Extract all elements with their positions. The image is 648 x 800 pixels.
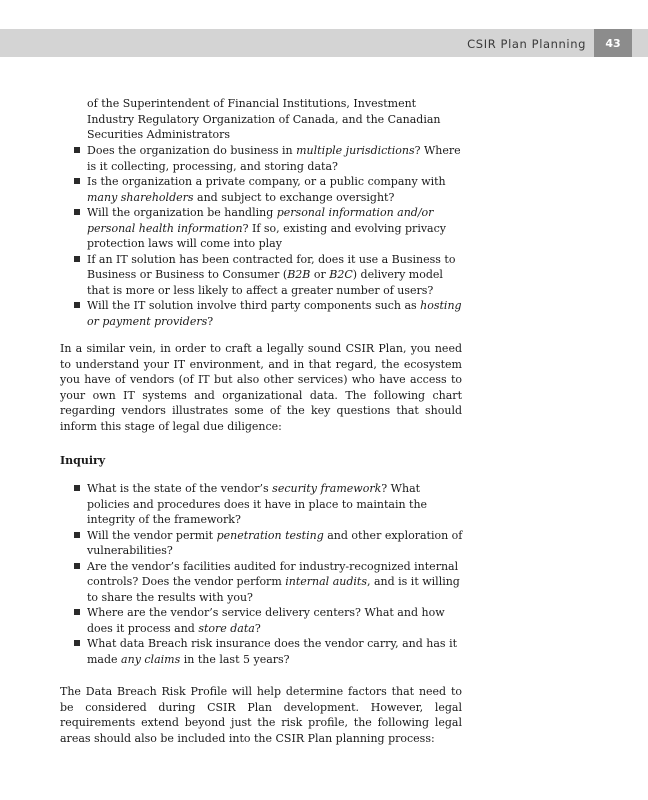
continued-list-item: of the Superintendent of Financial Institutions, Investment Industry Regulatory Organization of Canada, and the Canadian Securities Administrators [87,97,441,141]
running-header-title: CSIR Plan Planning [467,37,586,51]
running-header [0,29,648,57]
list-item: Does the organization do business in multiple jurisdictions? Where is it collecting, processing, and storing data? [73,143,463,174]
list-item: What data Breach risk insurance does the vendor carry, and has it made any claims in the last 5 years? [73,636,463,667]
list-item: Will the organization be handling personal information and/or personal health information? If so, existing and evolving privacy protection laws will come into play [73,205,463,252]
list-item: What is the state of the vendor’s security framework? What policies and procedures does it have in place to maintain the integrity of the framework? [73,481,463,528]
jurisdiction-question-list [73,143,463,329]
inquiry-heading: Inquiry [60,454,106,467]
list-item: Is the organization a private company, or a public company with many shareholders and subject to exchange oversight? [73,174,463,205]
list-item: Where are the vendor’s service delivery centers? What and how does it process and store data? [73,605,463,636]
vendor-inquiry-list [73,481,463,667]
page-number: 43 [594,29,632,57]
list-item: Are the vendor’s facilities audited for industry-recognized internal controls? Does the vendor perform internal audits, and is it willing to share the results with you? [73,559,463,606]
list-item: If an IT solution has been contracted for, does it use a Business to Business or Business to Consumer (B2B or B2C) delivery model that is more or less likely to affect a greater number of users? [73,252,463,299]
risk-profile-paragraph: The Data Breach Risk Profile will help determine factors that need to be considered during CSIR Plan development. However, legal requirements extend beyond just the risk profile, the following legal areas should also be included into the CSIR Plan planning process: [60,685,462,745]
list-item: Will the vendor permit penetration testing and other exploration of vulnerabilities? [73,528,463,559]
vendor-ecosystem-paragraph: In a similar vein, in order to craft a legally sound CSIR Plan, you need to understand your IT environment, and in that regard, the ecosystem you have of vendors (of IT but also other services) who have access to your own IT systems and organizational data. The following chart regarding vendors illustrates some of the key questions that should inform this stage of legal due diligence: [60,342,462,433]
list-item: Will the IT solution involve third party components such as hosting or payment providers? [73,298,463,329]
